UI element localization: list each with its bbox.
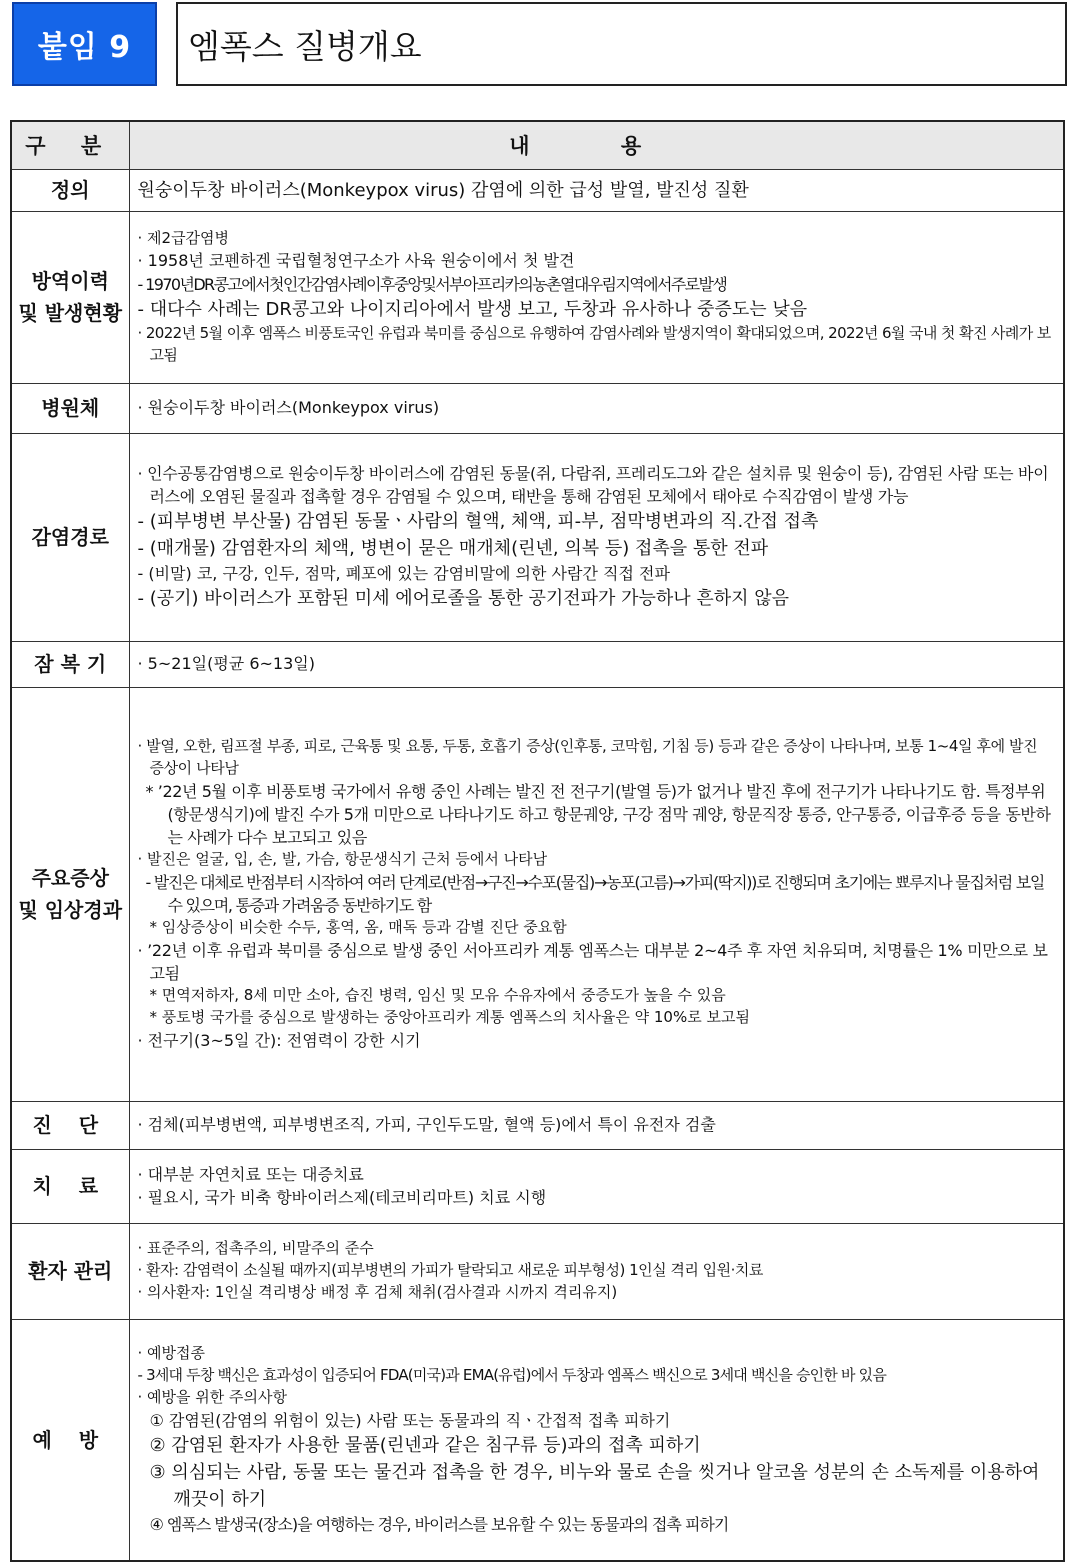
row-incubation bbox=[11, 641, 1064, 687]
table-header-row bbox=[11, 121, 1064, 169]
list-item: - 발진은 대체로 반점부터 시작하여 여러 단계로(반점→구진→수포(물집)→농포(고름)→가피(딱지))로 진행되며 초기에는 뾰루지나 물집처럼 보일 수 있으며, 통증과 가려움증 동반하기도 함 bbox=[145, 872, 1045, 915]
list-item: - (공기) 바이러스가 포함된 미세 에어로졸을 통한 공기전파가 가능하나 흔하지 않음 bbox=[137, 588, 790, 610]
row-transmission bbox=[11, 433, 1064, 641]
list-item: · 제2급감염병 bbox=[137, 228, 230, 247]
incubation-text: · 5~21일(평균 6~13일) bbox=[137, 654, 315, 674]
diagnosis-text: · 검체(피부병변액, 피부병변조직, 가피, 구인두도말, 혈액 등)에서 특이 유전자 검출 bbox=[137, 1115, 716, 1135]
list-item: * 풍토병 국가를 중심으로 발생하는 중앙아프리카 계통 엠폭스의 치사율은 약 10%로 보고됨 bbox=[149, 1008, 750, 1027]
row-pathogen bbox=[11, 383, 1064, 433]
attachment-badge: 붙임 9 bbox=[12, 2, 157, 86]
row-label-symptoms: 주요증상 및 임상경과 bbox=[11, 687, 129, 1101]
definition-text: 원숭이두창 바이러스(Monkeypox virus) 감염에 의한 급성 발열, 발진성 질환 bbox=[137, 179, 749, 201]
list-item: · 인수공통감염병으로 원숭이두창 바이러스에 감염된 동물(쥐, 다람쥐, 프레리도그와 같은 설치류 및 원숭이 등), 감염된 사람 또는 바이러스에 오염된 물질과 접촉할 경우 감염될 수 있으며, 태반을 통해 감염된 모체에서 태아로 수직감염이 발생 가능 bbox=[137, 463, 1049, 506]
list-item: - (비말) 코, 구강, 인두, 점막, 폐포에 있는 감염비말에 의한 사람간 직접 전파 bbox=[137, 564, 670, 584]
row-label-prevention: 예 방 bbox=[11, 1319, 129, 1561]
row-label-definition: 정의 bbox=[11, 169, 129, 211]
header-content: 내 용 bbox=[129, 121, 1064, 169]
page-title: 엠폭스 질병개요 bbox=[176, 2, 1067, 86]
list-item: - 1970년DR콩고에서첫인간감염사례이후중앙및서부아프리카의농촌열대우림지역에서주로발생 bbox=[137, 274, 727, 294]
list-item: · 환자: 감염력이 소실될 때까지(피부병변의 가피가 탈락되고 새로운 피부형성) 1인실 격리 입원·치료 bbox=[137, 1261, 763, 1280]
list-item: · 2022년 5월 이후 엠폭스 비풍토국인 유럽과 북미를 중심으로 유행하여 감염사례와 발생지역이 확대되었으며, 2022년 6월 국내 첫 확진 사례가 보고됨 bbox=[137, 323, 1051, 364]
list-item: - (매개물) 감염환자의 체액, 병변이 묻은 매개체(린넨, 의복 등) 접촉을 통한 전파 bbox=[137, 538, 769, 560]
list-item: ③ 의심되는 사람, 동물 또는 물건과 접촉을 한 경우, 비누와 물로 손을 씻거나 알코올 성분의 손 소독제를 이용하여 깨끗이 하기 bbox=[149, 1461, 1040, 1510]
row-diagnosis bbox=[11, 1101, 1064, 1149]
pathogen-text: · 원숭이두창 바이러스(Monkeypox virus) bbox=[137, 398, 440, 418]
row-label-transmission: 감염경로 bbox=[11, 433, 129, 641]
list-item: · 예방접종 bbox=[137, 1344, 205, 1363]
list-item: ② 감염된 환자가 사용한 물품(린넨과 같은 침구류 등)과의 접촉 피하기 bbox=[149, 1434, 701, 1456]
row-definition bbox=[11, 169, 1064, 211]
list-item: - (피부병변 부산물) 감염된 동물ㆍ사람의 혈액, 체액, 피-부, 점막병변과의 직.간접 접촉 bbox=[137, 511, 819, 533]
row-label-diagnosis: 진 단 bbox=[11, 1101, 129, 1149]
header-category: 구 분 bbox=[11, 121, 129, 169]
list-item: · 예방을 위한 주의사항 bbox=[137, 1387, 287, 1406]
list-item: · ’22년 이후 유럽과 북미를 중심으로 발생 중인 서아프리카 계통 엠폭스는 대부분 2~4주 후 자연 치유되며, 치명률은 1% 미만으로 보고됨 bbox=[137, 940, 1048, 984]
list-item: · 의사환자: 1인실 격리병상 배정 후 검체 채취(검사결과 시까지 격리유지) bbox=[137, 1282, 618, 1301]
list-item: · 대부분 자연치료 또는 대증치료 bbox=[137, 1164, 364, 1184]
row-management bbox=[11, 1223, 1064, 1319]
list-item: - 3세대 두창 백신은 효과성이 입증되어 FDA(미국)과 EMA(유럽)에서 두창과 엠폭스 백신으로 3세대 백신을 승인한 바 있음 bbox=[137, 1366, 887, 1385]
list-item: * 면역저하자, 8세 미만 소아, 습진 병력, 임신 및 모유 수유자에서 중증도가 높을 수 있음 bbox=[149, 986, 726, 1005]
list-item: · 필요시, 국가 비축 항바이러스제(테코비리마트) 치료 시행 bbox=[137, 1188, 547, 1207]
list-item: * 임상증상이 비슷한 수두, 홍역, 옴, 매독 등과 감별 진단 중요함 bbox=[149, 918, 567, 937]
row-label-pathogen: 병원체 bbox=[11, 383, 129, 433]
list-item: · 발진은 얼굴, 입, 손, 발, 가슴, 항문생식기 근처 등에서 나타남 bbox=[137, 850, 548, 869]
list-item: ① 감염된(감염의 위험이 있는) 사람 또는 동물과의 직ㆍ간접적 접촉 피하기 bbox=[149, 1410, 671, 1430]
row-treatment bbox=[11, 1149, 1064, 1223]
list-item: ④ 엠폭스 발생국(장소)을 여행하는 경우, 바이러스를 보유할 수 있는 동물과의 접촉 피하기 bbox=[149, 1514, 729, 1534]
row-label-management: 환자 관리 bbox=[11, 1223, 129, 1319]
row-history bbox=[11, 211, 1064, 383]
list-item: · 표준주의, 접촉주의, 비말주의 준수 bbox=[137, 1239, 374, 1258]
row-label-treatment: 치 료 bbox=[11, 1149, 129, 1223]
list-item: · 발열, 오한, 림프절 부종, 피로, 근육통 및 요통, 두통, 호흡기 증상(인후통, 코막힘, 기침 등) 등과 같은 증상이 나타나며, 보통 1~4일 후에 발진 증상이 나타남 bbox=[137, 737, 1038, 777]
row-label-history: 방역이력 및 발생현황 bbox=[11, 211, 129, 383]
list-item: * ’22년 5월 이후 비풍토병 국가에서 유행 중인 사례는 발진 전 전구기(발열 등)가 없거나 발진 후에 전구기가 나타나기도 함. 특정부위(항문생식기)에 발진 수가 5개 미만으로 나타나기도 하고 항문궤양, 구강 점막 궤양, 항문직장 통증, 안구통증, 이급후증 등을 동반하는 사례가 다수 보고되고 있음 bbox=[145, 781, 1051, 847]
list-item: - 대다수 사례는 DR콩고와 나이지리아에서 발생 보고, 두창과 유사하나 중증도는 낮음 bbox=[137, 298, 808, 320]
row-symptoms bbox=[11, 687, 1064, 1101]
row-label-incubation: 잠 복 기 bbox=[11, 641, 129, 687]
row-prevention bbox=[11, 1319, 1064, 1561]
list-item: · 1958년 코펜하겐 국립혈청연구소가 사육 원숭이에서 첫 발견 bbox=[137, 251, 575, 271]
list-item: · 전구기(3~5일 간): 전염력이 강한 시기 bbox=[137, 1030, 421, 1050]
disease-overview-table bbox=[10, 120, 1065, 1562]
